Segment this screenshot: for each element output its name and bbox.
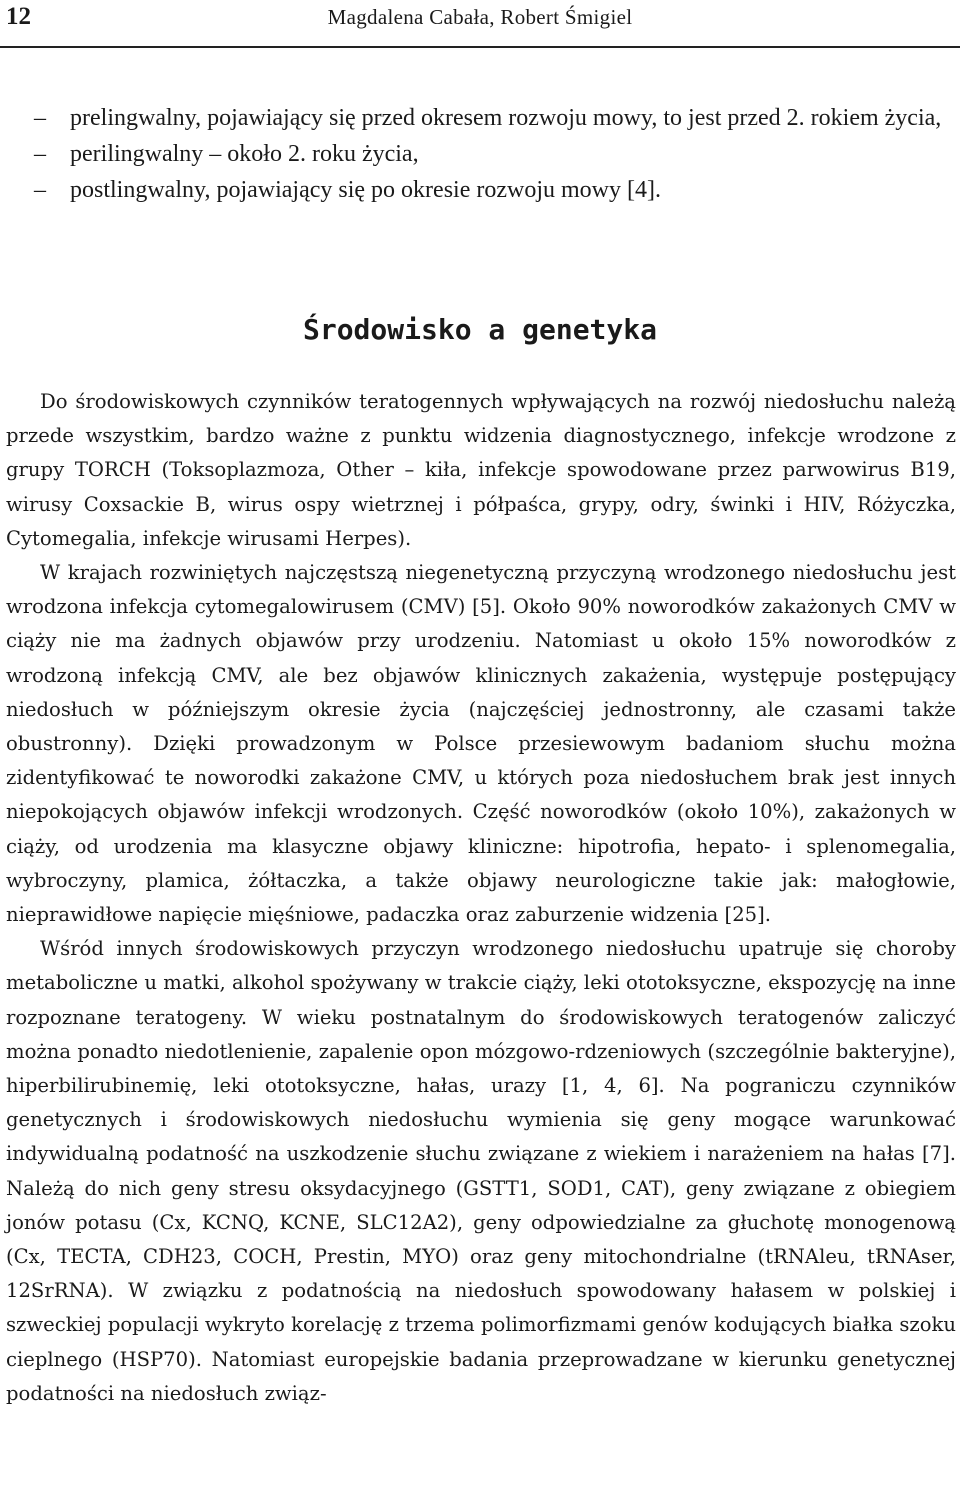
- paragraph: W krajach rozwiniętych najczęstszą niegenetyczną przyczyną wrodzonego niedosłuchu jest wrodzona infekcja cytomegalowirusem (CMV) [5]. Około 90% noworodków zakażonych CMV w ciąży nie ma żadnych objawów przy urodzeniu. Natomiast u około 15% noworodków z wrodzoną infekcją CMV, ale bez objawów klinicznych zakażenia, występuje postępujący niedosłuch w późniejszym okresie życia (najczęściej jednostronny, ale czasami także obustronny). Dzięki prowadzonym w Polsce przesiewowym badaniom słuchu można zidentyfikować te noworodki zakażone CMV, u których poza niedosłuchem brak jest innych niepokojących objawów infekcji wrodzonych. Część noworodków (około 10%), zakażonych w ciąży, od urodzenia ma klasyczne objawy kliniczne: hipotrofia, hepato- i splenomegalia, wybroczyny, plamica, żółtaczka, a także objawy neurologiczne takie jak: małogłowie, nieprawidłowe napięcie mięśniowe, padaczka oraz zaburzenie widzenia [25].: [6, 561, 956, 927]
- body-text: [6, 385, 956, 1411]
- page-number: 12: [6, 3, 31, 30]
- list-item: – postlingwalny, pojawiający się po okresie rozwoju mowy [4].: [34, 172, 958, 208]
- paragraph: Wśród innych środowiskowych przyczyn wrodzonego niedosłuchu upatruje się choroby metaboliczne u matki, alkohol spożywany w trakcie ciąży, leki ototoksyczne, ekspozycję na inne rozpoznane teratogeny. W wieku postnatalnym do środowiskowych teratogenów zaliczyć można ponadto niedotlenienie, zapalenie opon mózgowo-rdzeniowych (szczególnie bakteryjne), hiperbilirubinemię, leki ototoksyczne, hałas, urazy [1, 4, 6]. Na pograniczu czynników genetycznych i środowiskowych niedosłuchu wymienia się geny mogące warunkować indywidualną podatność na uszkodzenie słuchu związane z wiekiem i narażeniem na hałas [7]. Należą do nich geny stresu oksydacyjnego (GSTT1, SOD1, CAT), geny związane z obiegiem jonów potasu (Cx, KCNQ, KCNE, SLC12A2), geny odpowiedzialne za głuchotę monogenową (Cx, TECTA, CDH23, COCH, Prestin, MYO) oraz geny mitochondrialne (tRNAleu, tRNAser, 12SrRNA). W związku z podatnością na niedosłuch spowodowany hałasem w polskiej i szweckiej populacji wykryto korelację z trzema polimorfizmami genów kodujących białka szoku cieplnego (HSP70). Natomiast europejskie badania przeprowadzane w kierunku genetycznej podatności na niedosłuch związ-: [6, 937, 956, 1405]
- list-item: – perilingwalny – około 2. roku życia,: [34, 136, 958, 172]
- list-item: – prelingwalny, pojawiający się przed okresem rozwoju mowy, to jest przed 2. rokiem życia,: [34, 100, 958, 136]
- onset-type-list: [34, 100, 958, 208]
- paragraph: Do środowiskowych czynników teratogennych wpływających na rozwój niedosłuchu należą przede wszystkim, bardzo ważne z punktu widzenia diagnostycznego, infekcje wrodzone z grupy TORCH (Toksoplazmoza, Other – kiła, infekcje spowodowane przez parwowirus B19, wirusy Coxsackie B, wirus ospy wietrznej i półpaśca, grypy, odry, świnki i HIV, Różyczka, Cytomegalia, infekcje wirusami Herpes).: [6, 390, 956, 550]
- running-head-authors: Magdalena Cabała, Robert Śmigiel: [327, 5, 633, 29]
- running-header: [0, 0, 960, 48]
- section-heading: Środowisko a genetyka: [302, 313, 657, 346]
